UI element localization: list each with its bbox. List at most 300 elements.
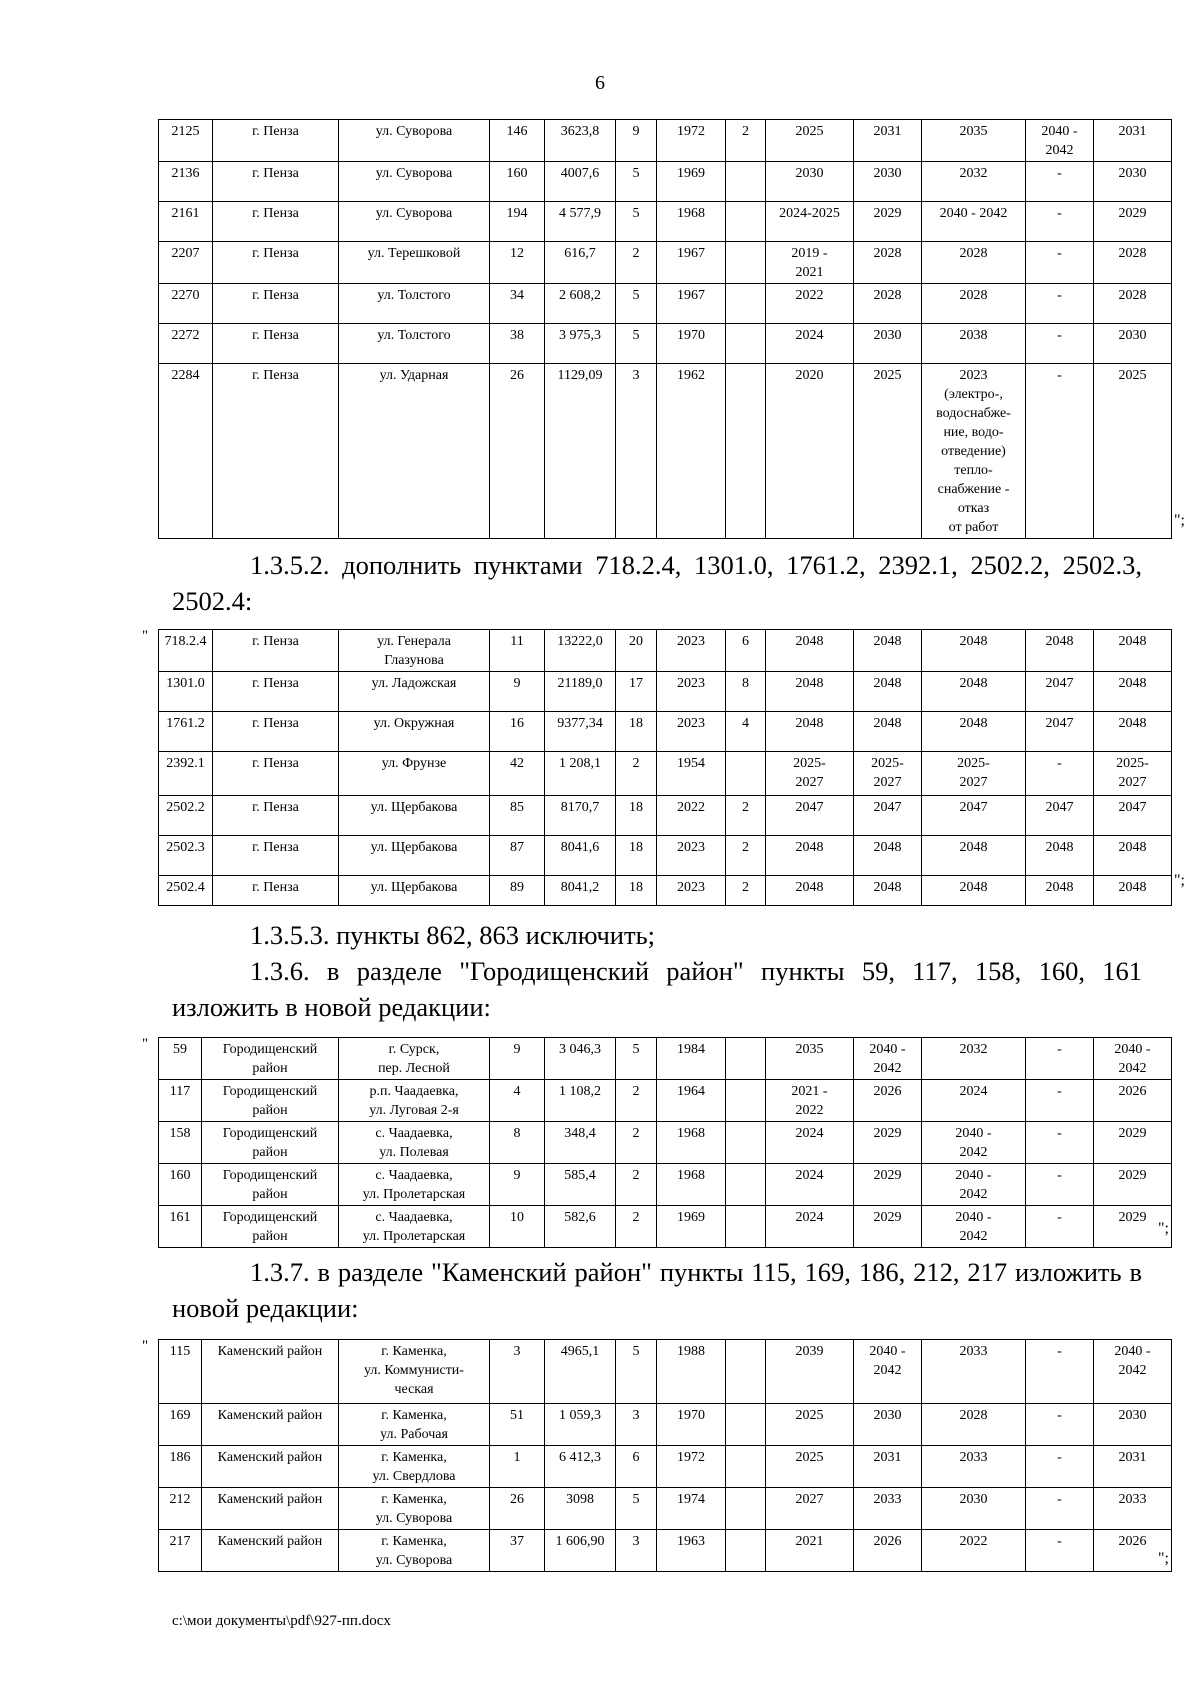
table-cell: 2047	[1026, 796, 1094, 836]
table-cell: 26	[490, 364, 545, 539]
table-pensa-additions	[158, 629, 1171, 906]
table-cell: 2	[616, 1122, 657, 1164]
table-row	[159, 1122, 1172, 1164]
table-cell: 2031	[1094, 120, 1172, 162]
table-cell: 1129,09	[545, 364, 616, 539]
table-cell: 2272	[159, 324, 213, 364]
table-cell: г. Сурск, пер. Лесной	[339, 1038, 490, 1080]
table-cell: 2030	[1094, 1404, 1172, 1446]
table-cell: 2048	[854, 876, 922, 906]
table-cell: 1969	[657, 162, 726, 202]
table-cell: г. Пенза	[213, 752, 339, 796]
table-cell: 3098	[545, 1488, 616, 1530]
paragraph-1-3-6	[172, 953, 1142, 1025]
table-cell: 2023	[657, 876, 726, 906]
table-cell: 2028	[854, 284, 922, 324]
table-cell: 37	[490, 1530, 545, 1572]
table-cell: 2040 - 2042	[1094, 1038, 1172, 1080]
table-cell: 9	[490, 1038, 545, 1080]
table-cell: 2048	[1094, 672, 1172, 712]
table-cell: -	[1026, 242, 1094, 284]
table-cell: 8	[490, 1122, 545, 1164]
table-cell: 2047	[854, 796, 922, 836]
table-cell: 8170,7	[545, 796, 616, 836]
table-cell: 1968	[657, 202, 726, 242]
table-cell: -	[1026, 284, 1094, 324]
table-cell: 2040 - 2042	[854, 1340, 922, 1404]
table-cell: 3	[616, 364, 657, 539]
table-cell: 1	[490, 1446, 545, 1488]
table-cell: г. Пенза	[213, 284, 339, 324]
table-cell: 2284	[159, 364, 213, 539]
table-cell: 3	[616, 1530, 657, 1572]
table-cell: г. Пенза	[213, 364, 339, 539]
table-cell: 2028	[922, 284, 1026, 324]
table-cell: 2031	[1094, 1446, 1172, 1488]
table-row	[159, 242, 1172, 284]
table-cell: 2048	[854, 672, 922, 712]
table-cell: 2033	[1094, 1488, 1172, 1530]
table-cell: 1968	[657, 1122, 726, 1164]
table-cell: Городищенский район	[202, 1164, 339, 1206]
table-cell: 13222,0	[545, 630, 616, 672]
table-cell: 2029	[1094, 1206, 1172, 1248]
table-cell: г. Пенза	[213, 324, 339, 364]
table-cell: ул. Ладожская	[339, 672, 490, 712]
table-cell: 8041,2	[545, 876, 616, 906]
table-cell: 2023	[657, 836, 726, 876]
table-cell: 217	[159, 1530, 202, 1572]
table-cell: 2	[726, 120, 766, 162]
table-cell: 9	[490, 1164, 545, 1206]
table-cell: г. Каменка, ул. Коммунисти- ческая	[339, 1340, 490, 1404]
table-cell: ул. Щербакова	[339, 796, 490, 836]
table-cell: 2025- 2027	[1094, 752, 1172, 796]
table-cell: 3623,8	[545, 120, 616, 162]
table-cell: -	[1026, 1206, 1094, 1248]
table-cell	[726, 364, 766, 539]
table-cell: 2048	[766, 712, 854, 752]
table-cell: 2025- 2027	[922, 752, 1026, 796]
table-cell: 2033	[854, 1488, 922, 1530]
table-cell: 2019 - 2021	[766, 242, 854, 284]
table-cell: 194	[490, 202, 545, 242]
table1-closing-mark: ";	[1174, 512, 1185, 529]
table-cell: 2040 - 2042	[1026, 120, 1094, 162]
table-cell: -	[1026, 324, 1094, 364]
table-cell: 2024	[922, 1080, 1026, 1122]
table-cell	[726, 1340, 766, 1404]
table-cell: 4007,6	[545, 162, 616, 202]
table-cell: г. Пенза	[213, 712, 339, 752]
table-cell: 2024	[766, 1206, 854, 1248]
table-cell: 2048	[1026, 876, 1094, 906]
table-cell: 4	[726, 712, 766, 752]
paragraph-line: 1.3.7. в разделе "Каменский район" пункты 115, 169, 186, 212, 217 изложить в	[250, 1257, 1142, 1287]
table-cell: 2047	[922, 796, 1026, 836]
table-cell: 2	[726, 876, 766, 906]
table-row	[159, 364, 1172, 539]
table-cell: 2040 - 2042	[922, 1206, 1026, 1248]
table-cell: -	[1026, 1446, 1094, 1488]
table-cell: 2	[616, 242, 657, 284]
table-cell: 2028	[1094, 242, 1172, 284]
table-cell: 89	[490, 876, 545, 906]
table3-closing-mark: ";	[1158, 1220, 1169, 1237]
table-cell: 9	[616, 120, 657, 162]
table-cell: 2	[726, 796, 766, 836]
table-gorodishchensky	[158, 1037, 1171, 1248]
table-row	[159, 1206, 1172, 1248]
table-cell	[726, 1164, 766, 1206]
table-cell	[726, 242, 766, 284]
table-cell: 5	[616, 162, 657, 202]
table-cell: 2048	[1094, 630, 1172, 672]
table-cell: 5	[616, 324, 657, 364]
table-cell: 6	[616, 1446, 657, 1488]
table-cell: 2031	[854, 120, 922, 162]
table-cell: 1974	[657, 1488, 726, 1530]
table-cell: 2040 - 2042	[854, 1038, 922, 1080]
table-cell: Городищенский район	[202, 1122, 339, 1164]
table-cell: 2023	[657, 712, 726, 752]
table-cell: 1962	[657, 364, 726, 539]
table-cell: р.п. Чаадаевка, ул. Луговая 2-я	[339, 1080, 490, 1122]
table-cell: Каменский район	[202, 1404, 339, 1446]
table-cell: 2 608,2	[545, 284, 616, 324]
table-cell: с. Чаадаевка, ул. Пролетарская	[339, 1164, 490, 1206]
table-cell: 212	[159, 1488, 202, 1530]
table-cell: 158	[159, 1122, 202, 1164]
table-cell: 51	[490, 1404, 545, 1446]
table-cell: 34	[490, 284, 545, 324]
table-cell: 2048	[1026, 836, 1094, 876]
table-cell	[726, 324, 766, 364]
table-cell: 5	[616, 1488, 657, 1530]
table-cell: 2048	[766, 836, 854, 876]
table-cell: 146	[490, 120, 545, 162]
table-cell	[726, 1206, 766, 1248]
table-cell: 1967	[657, 242, 726, 284]
table-cell: 2047	[1026, 712, 1094, 752]
table-cell: 2030	[766, 162, 854, 202]
table-cell: г. Пенза	[213, 796, 339, 836]
table-cell: 2025	[766, 1446, 854, 1488]
table-cell: 115	[159, 1340, 202, 1404]
table-cell: г. Пенза	[213, 630, 339, 672]
table-cell: ул. Щербакова	[339, 836, 490, 876]
table-cell: 2030	[854, 324, 922, 364]
table-cell: 26	[490, 1488, 545, 1530]
paragraph-line: изложить в новой редакции:	[172, 992, 491, 1022]
table-cell: г. Пенза	[213, 202, 339, 242]
table-1	[158, 119, 1172, 539]
table-cell: Городищенский район	[202, 1206, 339, 1248]
table-cell: 2	[616, 1206, 657, 1248]
table-cell: 2030	[854, 162, 922, 202]
table-cell: 6 412,3	[545, 1446, 616, 1488]
table-cell: 2030	[854, 1404, 922, 1446]
table-cell: ул. Щербакова	[339, 876, 490, 906]
table-row	[159, 162, 1172, 202]
table-row	[159, 324, 1172, 364]
table3-opening-mark: "	[142, 1036, 149, 1052]
table-cell: -	[1026, 1530, 1094, 1572]
table-cell: Каменский район	[202, 1340, 339, 1404]
table-cell: Каменский район	[202, 1530, 339, 1572]
table-cell: 2024-2025	[766, 202, 854, 242]
table-cell: 3	[490, 1340, 545, 1404]
table-cell	[726, 1488, 766, 1530]
table-cell: 16	[490, 712, 545, 752]
table-cell: 2025	[766, 1404, 854, 1446]
table-cell: 2029	[1094, 1164, 1172, 1206]
table-cell: 1972	[657, 120, 726, 162]
table-cell: -	[1026, 752, 1094, 796]
table-cell: 1969	[657, 1206, 726, 1248]
table-cell: 348,4	[545, 1122, 616, 1164]
table-cell: с. Чаадаевка, ул. Пролетарская	[339, 1206, 490, 1248]
table-cell: 2023	[657, 630, 726, 672]
table-row	[159, 1446, 1172, 1488]
table4-opening-mark: "	[142, 1338, 149, 1354]
table-cell: ул. Суворова	[339, 202, 490, 242]
table-cell: -	[1026, 1404, 1094, 1446]
table-cell: -	[1026, 1340, 1094, 1404]
table-cell: 2136	[159, 162, 213, 202]
table-cell: 2048	[922, 630, 1026, 672]
table-cell: 5	[616, 1340, 657, 1404]
table-cell: -	[1026, 364, 1094, 539]
table-cell	[726, 1446, 766, 1488]
table-cell: 160	[159, 1164, 202, 1206]
table2-closing-mark: ";	[1174, 872, 1185, 889]
table-cell: 2025	[766, 120, 854, 162]
table-cell: 2048	[1094, 836, 1172, 876]
table-cell: г. Пенза	[213, 120, 339, 162]
table-cell: 10	[490, 1206, 545, 1248]
table-cell	[726, 1038, 766, 1080]
table-cell: ул. Толстого	[339, 284, 490, 324]
page-number: 6	[595, 72, 605, 94]
table-cell: 3 046,3	[545, 1038, 616, 1080]
table-cell: 2030	[1094, 324, 1172, 364]
table-cell: ул. Генерала Глазунова	[339, 630, 490, 672]
table-cell: 1964	[657, 1080, 726, 1122]
table-cell: 5	[616, 202, 657, 242]
table-cell: 2048	[1094, 876, 1172, 906]
table-cell: 2028	[922, 242, 1026, 284]
table-row	[159, 876, 1172, 906]
table-cell: 2030	[1094, 162, 1172, 202]
table-cell: 1 208,1	[545, 752, 616, 796]
table-row	[159, 1404, 1172, 1446]
table-cell: 3	[616, 1404, 657, 1446]
table-cell: 2024	[766, 1164, 854, 1206]
table-cell: 1984	[657, 1038, 726, 1080]
table-cell: Каменский район	[202, 1488, 339, 1530]
table-cell: ул. Ударная	[339, 364, 490, 539]
table-cell: 2	[726, 836, 766, 876]
table-cell	[726, 1122, 766, 1164]
table-cell: 18	[616, 876, 657, 906]
table-cell: 2502.4	[159, 876, 213, 906]
table-cell: 2029	[854, 202, 922, 242]
table-cell: 2026	[854, 1530, 922, 1572]
table-cell: 2040 - 2042	[1094, 1340, 1172, 1404]
table-cell: 1761.2	[159, 712, 213, 752]
table-cell: -	[1026, 1164, 1094, 1206]
table-cell: 2	[616, 1164, 657, 1206]
table-cell: Каменский район	[202, 1446, 339, 1488]
table-cell: 59	[159, 1038, 202, 1080]
table-cell: 12	[490, 242, 545, 284]
table-cell: 2048	[922, 836, 1026, 876]
table-cell: 1 606,90	[545, 1530, 616, 1572]
table-cell: 1963	[657, 1530, 726, 1572]
table-cell: 4 577,9	[545, 202, 616, 242]
table-cell: 2048	[854, 712, 922, 752]
table-row	[159, 672, 1172, 712]
table-2	[158, 629, 1172, 906]
table-cell: -	[1026, 1488, 1094, 1530]
table-cell: 2022	[766, 284, 854, 324]
table-cell: 2035	[766, 1038, 854, 1080]
table-cell: 2026	[854, 1080, 922, 1122]
table-row	[159, 836, 1172, 876]
table-cell: 2024	[766, 1122, 854, 1164]
table-cell: 2025	[1094, 364, 1172, 539]
table-row	[159, 202, 1172, 242]
table-cell: 1968	[657, 1164, 726, 1206]
table-row	[159, 712, 1172, 752]
table-cell: 4	[490, 1080, 545, 1122]
table-row	[159, 1488, 1172, 1530]
table-cell: 8	[726, 672, 766, 712]
table-row	[159, 1038, 1172, 1080]
table-cell: 2020	[766, 364, 854, 539]
table-cell: 2027	[766, 1488, 854, 1530]
table-cell: 2029	[854, 1164, 922, 1206]
table-cell: 616,7	[545, 242, 616, 284]
table-cell: 2025- 2027	[766, 752, 854, 796]
table-cell: -	[1026, 202, 1094, 242]
table-cell: 2032	[922, 162, 1026, 202]
file-path-footer: c:\мои документы\pdf\927-пп.docx	[172, 1613, 391, 1629]
table-row	[159, 1530, 1172, 1572]
table-cell: 169	[159, 1404, 202, 1446]
table-cell: 2048	[922, 712, 1026, 752]
table-cell: 2047	[1026, 672, 1094, 712]
table-cell: г. Пенза	[213, 672, 339, 712]
table-cell: 2021 - 2022	[766, 1080, 854, 1122]
table-cell: г. Каменка, ул. Рабочая	[339, 1404, 490, 1446]
table-cell: 2502.3	[159, 836, 213, 876]
table-cell: 21189,0	[545, 672, 616, 712]
table-cell	[726, 202, 766, 242]
table-cell: 5	[616, 1038, 657, 1080]
paragraph-1-3-5-2	[172, 547, 1142, 619]
table-cell: 2048	[766, 630, 854, 672]
table-cell: 117	[159, 1080, 202, 1122]
table-cell: 2030	[922, 1488, 1026, 1530]
table-cell: 2048	[922, 672, 1026, 712]
table-cell: 2047	[1094, 796, 1172, 836]
table-cell: 2028	[854, 242, 922, 284]
table-cell: 2029	[1094, 202, 1172, 242]
table-cell: 2048	[854, 630, 922, 672]
table-cell: -	[1026, 1080, 1094, 1122]
table-4	[158, 1339, 1172, 1572]
table-cell: 1970	[657, 1404, 726, 1446]
table-cell: 2029	[854, 1122, 922, 1164]
table-cell: -	[1026, 1122, 1094, 1164]
table-cell: 2026	[1094, 1080, 1172, 1122]
table-cell	[726, 1404, 766, 1446]
table-cell: 585,4	[545, 1164, 616, 1206]
table2-opening-mark: "	[142, 628, 149, 644]
table-cell: г. Каменка, ул. Свердлова	[339, 1446, 490, 1488]
table-cell: 2040 - 2042	[922, 202, 1026, 242]
table-cell: 3 975,3	[545, 324, 616, 364]
table-cell: 2047	[766, 796, 854, 836]
table-cell: 2	[616, 1080, 657, 1122]
table-cell: 2048	[766, 672, 854, 712]
table-cell: 87	[490, 836, 545, 876]
table-cell: 2022	[657, 796, 726, 836]
table-cell: 2023 (электро-, водоснабже- ние, водо- отведение) тепло- снабжение - отказ от работ	[922, 364, 1026, 539]
table-cell: г. Пенза	[213, 876, 339, 906]
table-cell: 1970	[657, 324, 726, 364]
table-cell: 18	[616, 712, 657, 752]
table-cell: 1972	[657, 1446, 726, 1488]
table-cell: 2035	[922, 120, 1026, 162]
paragraph-1-3-5-3	[172, 917, 1142, 953]
table-cell: 9377,34	[545, 712, 616, 752]
table-row	[159, 284, 1172, 324]
table-cell	[726, 284, 766, 324]
paragraph-line: 1.3.5.2. дополнить пунктами 718.2.4, 1301.0, 1761.2, 2392.1, 2502.2, 2502.3,	[250, 550, 1142, 580]
table-cell: 2040 - 2042	[922, 1164, 1026, 1206]
table-cell: 1954	[657, 752, 726, 796]
table-cell: 18	[616, 796, 657, 836]
table-cell: -	[1026, 1038, 1094, 1080]
paragraph-1-3-7	[172, 1254, 1142, 1326]
table-row	[159, 796, 1172, 836]
table-cell: 2022	[922, 1530, 1026, 1572]
table-row	[159, 120, 1172, 162]
table-cell: 2502.2	[159, 796, 213, 836]
table-cell: 2028	[1094, 284, 1172, 324]
table-cell: 2021	[766, 1530, 854, 1572]
table-cell: 4965,1	[545, 1340, 616, 1404]
table-cell: ул. Фрунзе	[339, 752, 490, 796]
table-cell: 9	[490, 672, 545, 712]
table-cell: ул. Суворова	[339, 162, 490, 202]
table-cell: 2033	[922, 1446, 1026, 1488]
table-cell	[726, 1080, 766, 1122]
table-row	[159, 1080, 1172, 1122]
table-cell: 160	[490, 162, 545, 202]
table-cell: 1988	[657, 1340, 726, 1404]
table-row	[159, 752, 1172, 796]
table-cell: 2270	[159, 284, 213, 324]
table-row	[159, 1164, 1172, 1206]
table-cell: 582,6	[545, 1206, 616, 1248]
table-cell: ул. Терешковой	[339, 242, 490, 284]
table-cell: 2033	[922, 1340, 1026, 1404]
table-cell: 2028	[922, 1404, 1026, 1446]
